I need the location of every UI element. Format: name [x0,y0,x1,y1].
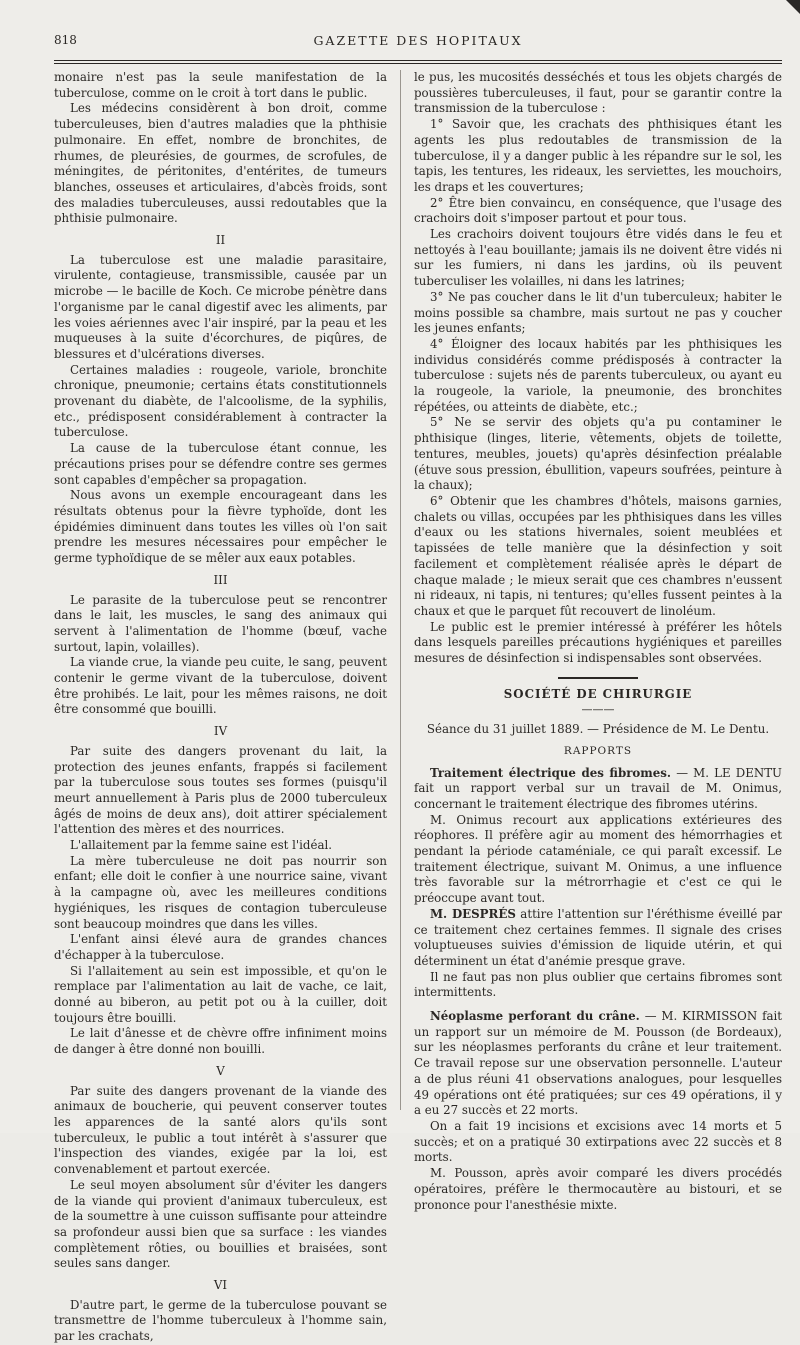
paragraph: Par suite des dangers provenant du lait, la protection des jeunes enfants, frappés si facilement par la tuberculose sous toutes ses formes (puisqu'il meurt annuellement à Paris plus de 2000 tuberculeux âgés de moins de deux ans), doit attirer spécialement l'attention des mères et des nourrices. [54,743,387,837]
paragraph: La cause de la tuberculose étant connue, les précautions prises pour se défendre contre ses germes sont capables d'empêcher sa propagation. [54,441,387,487]
paragraph: Par suite des dangers provenant de la viande des animaux de boucherie, qui peuvent conserver toutes les apparences de la santé alors qu'ils sont tuberculeux, le public a tout intérêt à s'assurer que l'inspection des viandes, exigée par la loi, est convenablement et partout exercée. [54,1083,387,1177]
section-number: VI [213,1278,228,1293]
heading-ornament: ——— [581,703,615,717]
page-corner [786,0,800,14]
speaker-name: M. DESPRÉS [430,906,516,921]
paragraph: La viande crue, la viande peu cuite, le sang, peuvent contenir le germe vivant de la tuberculose, doivent être prohibés. Le lait, pour les mêmes raisons, ne doit être consommé que bouilli. [54,655,387,717]
paragraph: Les médecins considèrent à bon droit, comme tuberculeuses, bien d'autres maladies que la phthisie pulmonaire. En effet, nombre de bronchites, de rhumes, de pleurésies, de gourmes, de scrofules, de méningites, de péritonites, d'entérites, de tumeurs blanches, osseuses et articulaires, d'abcès froids, sont des maladies tuberculeuses, aussi redoutables que la phthisie pulmonaire. [54,101,387,226]
report-paragraph [414,1009,782,1119]
paragraph: 1° Savoir que, les crachats des phthisiques étant les agents les plus redoutables de transmission de la tuberculose, il y a danger public à les répandre sur le sol, les tapis, les tentures, les rideaux, les serviettes, les mouchoirs, les draps et les couvertures; [414,117,782,194]
report-text: attire l'attention sur l'éréthisme éveillé par ce traitement chez certaines femmes. Il signale des crises voluptueuses suivies d'émission de liquide utérin, et qui déterminent un état d'anémie presque grave. [414,906,783,968]
report-text: — M. LE DENTU fait un rapport verbal sur un travail de M. Onimus, concernant le traitement électrique des fibromes utérins. [414,765,783,811]
paragraph: Si l'allaitement au sein est impossible, et qu'on le remplace par l'alimentation au lait de vache, ce lait, donné au biberon, au petit pot ou à la cuiller, doit toujours être bouilli. [54,963,387,1025]
report-title: Néoplasme perforant du crâne. [430,1009,640,1024]
section-number: II [215,233,226,248]
header-rule [54,60,782,61]
page-header [54,27,782,49]
section-number: IV [213,724,228,739]
paragraph: Le lait d'ânesse et de chèvre offre infiniment moins de danger à être donné non bouilli. [54,1026,387,1057]
session-line: Séance du 31 juillet 1889. — Présidence de M. Le Dentu. [426,722,770,737]
report-title: Traitement électrique des fibromes. [430,765,672,780]
paragraph: Le public est le premier intéressé à préférer les hôtels dans lesquels pareilles précautions hygiéniques et pareilles mesures de désinfection si indispensables sont observées. [414,619,782,666]
column-divider [400,70,401,1110]
left-column [54,70,387,1345]
journal-title: GAZETTE DES HOPITAUX [313,33,523,48]
paragraph: La tuberculose est une maladie parasitaire, virulente, contagieuse, transmissible, causée par un microbe — le bacille de Koch. Ce microbe pénètre dans l'organisme par le canal digestif avec les aliments, par les voies aériennes avec l'air inspiré, par la peau et les muqueuses à la suite d'écorchures, de piqûres, de blessures et d'ulcérations diverses. [54,252,387,361]
report-paragraph [414,907,782,970]
paragraph: le pus, les mucosités desséchés et tous les objets chargés de poussières tuberculeuses, il faut, pour se garantir contre la transmission de la tuberculose : [414,70,782,116]
right-column [414,70,782,1213]
paragraph: Certaines maladies : rougeole, variole, bronchite chronique, pneumonie; certains états constitutionnels provenant du diabète, de l'alcoolisme, de la syphilis, etc., prédisposent considérablement à contracter la tuberculose. [54,362,387,440]
paragraph: 4° Éloigner des locaux habités par les phthisiques les individus considérés comme prédisposés à contracter la tuberculose : sujets nés de parents tuberculeux, ou ayant eu la rougeole, la variole, la pneumonie, des bronchites répétées, ou atteints de diabète, etc.; [414,336,782,414]
paragraph: 2° Être bien convaincu, en conséquence, que l'usage des crachoirs doit s'imposer partout et pour tous. [414,195,782,226]
paragraph: D'autre part, le germe de la tuberculose pouvant se transmettre de l'homme tuberculeux à l'homme sain, par les crachats, [54,1297,387,1344]
report-paragraph [414,766,782,813]
paragraph: M. Onimus recourt aux applications extérieures des réophores. Il préfère agir au moment des hémorrhagies et pendant la période cataméniale, ce qui paraît excessif. Le traitement électrique, suivant M. Onimus, a une influence très favorable sur la métrorrhagie et c'est ce qui le préoccupe avant tout. [414,812,782,906]
paragraph: Le seul moyen absolument sûr d'éviter les dangers de la viande qui provient d'animaux tuberculeux, est de la soumettre à une cuisson suffisante pour atteindre sa profondeur aussi bien que sa surface : les viandes complètement rôties, ou bouillies et braisées, sont seules sans danger. [54,1177,387,1271]
section-number: V [216,1063,225,1078]
section-separator [558,677,638,679]
paragraph: La mère tuberculeuse ne doit pas nourrir son enfant; elle doit le confier à une nourrice saine, vivant à la campagne où, avec les meilleures conditions hygiéniques, les risques de contagion tuberculeuse sont beaucoup moindres que dans les villes. [54,853,387,931]
society-heading: SOCIÉTÉ DE CHIRURGIE [503,686,693,701]
paragraph-gap [414,1001,782,1009]
paragraph: 6° Obtenir que les chambres d'hôtels, maisons garnies, chalets ou villas, occupées par les phthisiques dans les villes d'eaux ou les stations hivernales, soient meublées et tapissées de telle manière que la désinfection y soit facilement et complètement réalisée après le départ de chaque malade ; le mieux serait que ces chambres n'eussent ni rideaux, ni tapis, ni tentures; qu'elles fussent peintes à la chaux et que le parquet fût recouvert de linoléum. [414,493,782,618]
reports-heading: RAPPORTS [563,744,633,757]
paragraph: Nous avons un exemple encourageant dans les résultats obtenus pour la fièvre typhoïde, dont les épidémies diminuent dans toutes les villes où l'on sait prendre les mesures nécessaires pour empêcher le germe typhoïdique de se mêler aux eaux potables. [54,488,387,566]
paragraph: L'allaitement par la femme saine est l'idéal. [70,838,333,853]
paragraph: L'enfant ainsi élevé aura de grandes chances d'échapper à la tuberculose. [54,932,387,962]
page-number: 818 [54,33,77,47]
paragraph: Les crachoirs doivent toujours être vidés dans le feu et nettoyés à l'eau bouillante; jamais ils ne doivent être vidés ni sur les fumiers, ni dans les jardins, où ils peuvent tuberculiser les volailles, ni dans les latrines; [414,227,782,289]
paragraph: On a fait 19 incisions et excisions avec 14 morts et 5 succès; et on a pratiqué 30 extirpations avec 22 succès et 8 morts. [414,1119,782,1165]
section-number: III [213,572,228,587]
paragraph: 5° Ne se servir des objets qu'a pu contaminer le phthisique (linges, literie, vêtements, objets de toilette, tentures, meubles, jouets) qu'après désinfection préalable (étuve sous pression, ébullition, vapeurs soufrées, peinture à la chaux); [414,415,782,493]
paragraph: monaire n'est pas la seule manifestation de la tuberculose, comme on le croit à tort dans le public. [54,70,387,100]
header-rule-double [54,63,782,64]
report-text: — M. KIRMISSON fait un rapport sur un mémoire de M. Pousson (de Bordeaux), sur les néoplasmes perforants du crâne et leur traitement. Ce travail repose sur une observation personnelle. L'auteur a de plus réuni 41 observations analogues, pour lesquelles 49 opérations ont été pratiquées; sur ces 49 opérations, il y a eu 27 succès et 22 morts. [414,1009,782,1118]
paragraph: M. Pousson, après avoir comparé les divers procédés opératoires, préfère le thermocautère au bistouri, et se prononce pour l'anesthésie mixte. [414,1166,782,1212]
paragraph: Il ne faut pas non plus oublier que certains fibromes sont intermittents. [414,969,782,1000]
paragraph: Le parasite de la tuberculose peut se rencontrer dans le lait, les muscles, le sang des animaux qui servent à l'alimentation de l'homme (bœuf, vache surtout, lapin, volailles). [54,592,387,654]
paragraph: 3° Ne pas coucher dans le lit d'un tuberculeux; habiter le moins possible sa chambre, mais surtout ne pas y coucher les jeunes enfants; [414,289,782,336]
